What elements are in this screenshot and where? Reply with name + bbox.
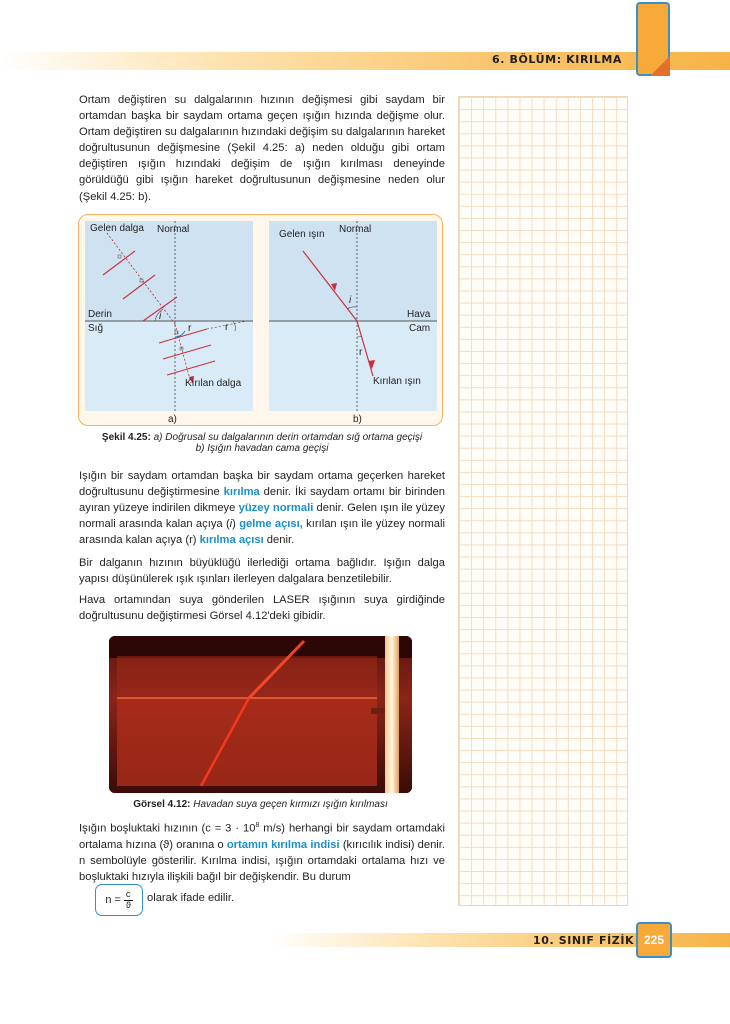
chapter-tab [636,2,670,76]
label-refracted-wave: Kırılan dalga [185,378,242,389]
formula-refractive-index [95,884,143,916]
caption-label: Şekil 4.25: [101,432,151,443]
keyword-kirilma: kırılma [223,486,260,499]
label-incident-wave: Gelen dalga [90,223,144,234]
label-incident-ray: Gelen ışın [279,229,325,240]
formula-denominator: ϑ [125,899,131,911]
label-shallow: Sığ [88,323,104,334]
label-panel-a: a) [168,414,177,425]
photo-caption-label: Görsel 4.12: [133,799,191,810]
label-angle-i-a: i [159,311,162,322]
figure-caption [79,432,445,454]
paragraph-definitions: Işığın bir saydam ortamdan başka bir saydam ortama geçerken hareket doğrultusunu değiştirmesine kırılma denir. İki saydam ortamı bir birinden ayıran yüzeye indirilen dikmeye yüzey normali denir. Gelen ışın ile yüzey normali arasında kalan açıya (i) gelme açısı, kırılan ışın ile yüzey normali arasında kalan açıya (r) kırılma açısı denir. [79,470,446,547]
caption-line-1: a) Doğrusal su dalgalarının derin ortamdan sığ ortama geçişi [153,432,423,443]
photo-caption-text: Havadan suya geçen kırmızı ışığın kırılması [193,799,388,810]
keyword-gelme-acisi: gelme açısı, [239,518,303,531]
page-number: 225 [636,922,672,958]
formula-after-text: olarak ifade edilir. [147,892,235,904]
label-normal-a: Normal [157,224,190,235]
label-angle-i-b: i [349,295,352,306]
label-air: Hava [407,309,431,320]
paragraph-refractive-index: Işığın boşluktaki hızının ($c = 3 \cdot 10^8$ m/s) herhangi bir saydam ortamdaki ortalama hızına (ϑ) oranına o ortamın kırılma indisi (kırıcılık indisi) denir. n sembolüyle gösterilir. Kırılma indisi, ışığın ortamdaki ortalama hızı ve boşluktaki hızıyla ilişkili bağıl bir değişkendir. Bu durum [79,822,446,884]
label-refracted-ray: Kırılan ışın [373,376,421,387]
formula-lhs: n = [105,894,121,906]
photo-caption [109,799,412,810]
label-angle-r-b: r [359,347,363,358]
label-angle-r2-a: r [225,322,229,333]
figure-4-25 [78,214,443,426]
figure-panel-b [269,221,437,425]
keyword-kirilma-indisi: ortamın kırılma indisi [226,838,340,851]
paragraph-laser: Hava ortamından suya gönderilen LASER ışığının suya girdiğinde doğrultusunu değiştirmesi Görsel 4.12'deki gibidir. [79,594,445,623]
caption-line-2: b) Işığın havadan cama geçişi [195,443,329,454]
keyword-kirilma-acisi: kırılma açısı [199,534,264,547]
formula-numerator: c [125,888,131,900]
notes-grid [458,96,628,906]
figure-panel-a [85,221,253,425]
paragraph-wave-speed: Bir dalganın hızının büyüklüğü ilerlediği ortama bağlıdır. Işığın dalga yapısı düşünülerek ışık ışınları ilerleyen dalgalara benzetilebilir. [79,557,445,586]
label-deep: Derin [88,309,112,320]
label-angle-r-a: r [188,323,192,334]
book-title: 10. SINIF FİZİK [533,934,635,947]
laser-refraction-photo [109,636,412,793]
label-glass: Cam [409,323,431,334]
paragraph-intro: Ortam değiştiren su dalgalarının hızının değişmesi gibi saydam bir ortamdan başka bir saydam ortama geçen ışığın hızında değişme olur. Ortam değiştiren su dalgalarının hızındaki değişim su dalgalarının hareket doğrultusunun değişmesine (Şekil 4.25: a) neden olduğu gibi ortam değiştiren ışığın hızındaki değişim de ışığın kırılması deneyinde görüldüğü gibi ışığın hareket doğrultusunun değişmesine neden olur (Şekil 4.25: b). [79,94,445,203]
keyword-yuzey-normali: yüzey normali [238,502,314,515]
label-normal-b: Normal [339,224,372,235]
label-panel-b: b) [353,414,362,425]
chapter-title: 6. BÖLÜM: KIRILMA [492,53,622,66]
